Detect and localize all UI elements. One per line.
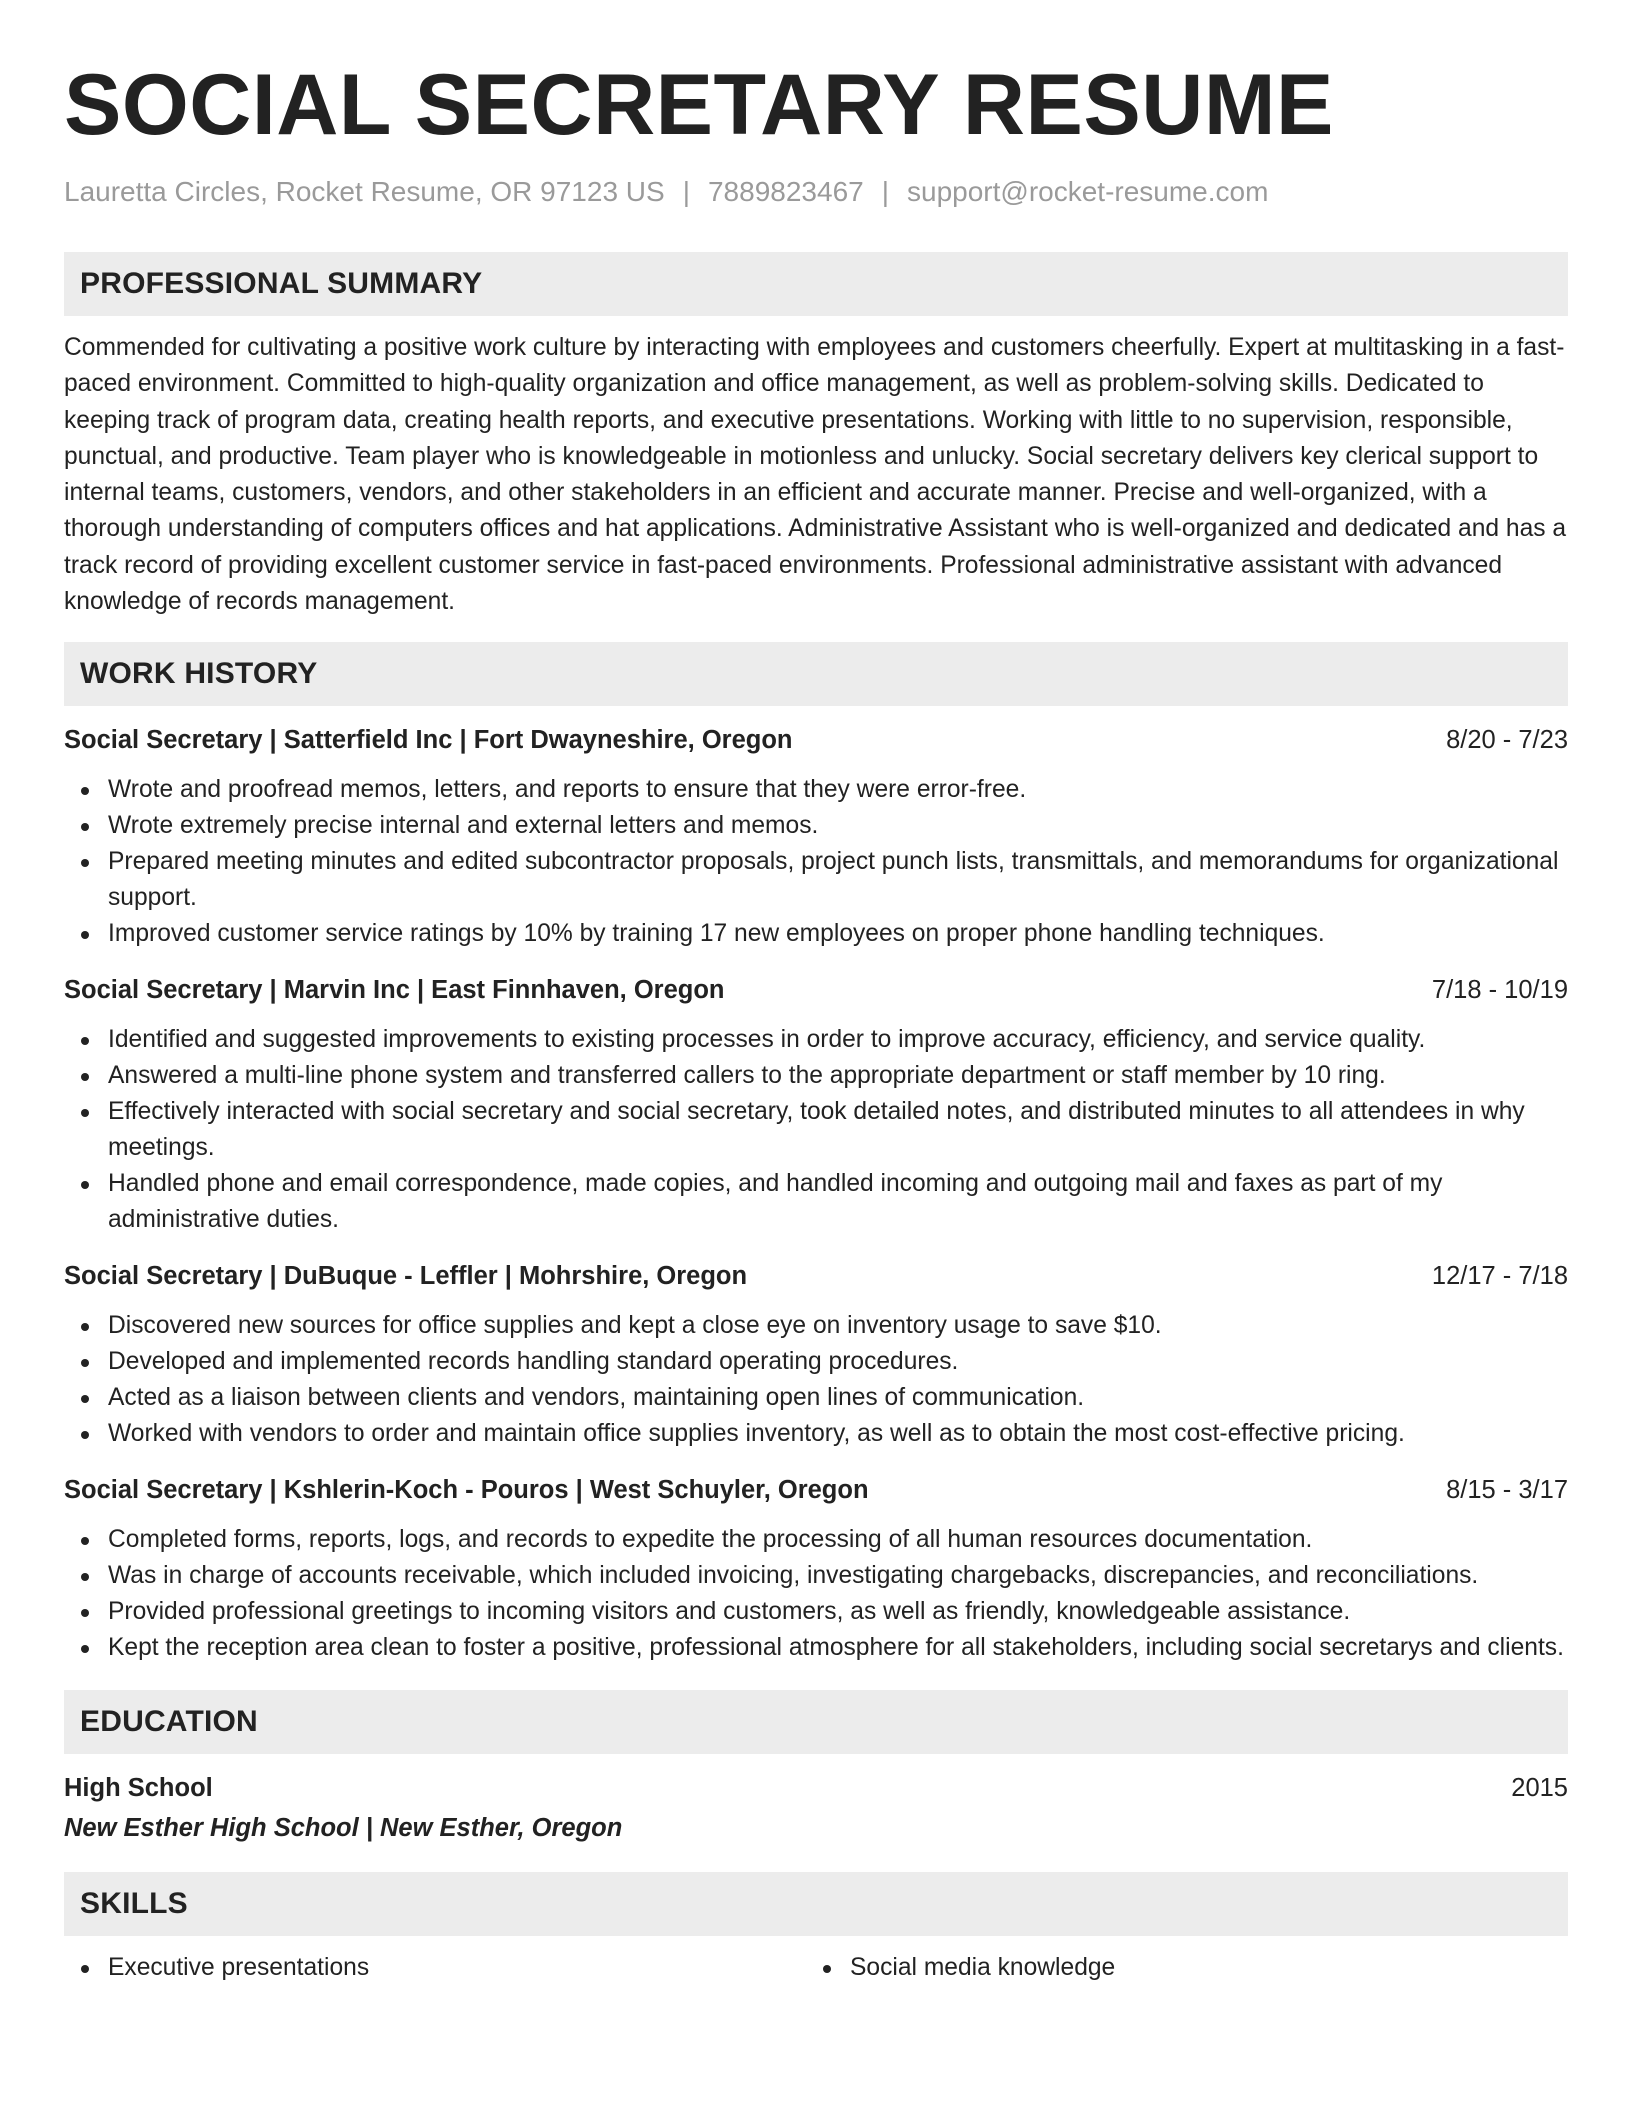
section-heading-skills: SKILLS xyxy=(64,1872,1568,1936)
summary-text: Commended for cultivating a positive work culture by interacting with employees and customers cheerfully. Expert at multitasking in a fast-paced environment. Committed to high-quality organization and office management, as well as problem-solving skills. Dedicated to keeping track of program data, creating health reports, and executive presentations. Working with little to no supervision, responsible, punctual, and productive. Team player who is knowledgeable in motionless and unlucky. Social secretary delivers key clerical support to internal teams, customers, vendors, and other stakeholders in an efficient and accurate manner. Precise and well-organized, with a thorough understanding of computers offices and hat applications. Administrative Assistant who is well-organized and dedicated and has a track record of providing excellent customer service in fast-paced environments. Professional administrative assistant with advanced knowledge of records management. xyxy=(64,334,1567,616)
job-entry xyxy=(64,1472,1568,1666)
job-bullets xyxy=(64,772,1568,952)
job-bullets xyxy=(64,1522,1568,1666)
job-title: Social Secretary | Kshlerin-Koch - Pouros | West Schuyler, Oregon xyxy=(64,1476,869,1505)
job-title: Social Secretary | DuBuque - Leffler | Mohrshire, Oregon xyxy=(64,1262,748,1291)
job-bullets xyxy=(64,1022,1568,1238)
contact-phone: 7889823467 xyxy=(707,176,864,207)
section-heading-work: WORK HISTORY xyxy=(64,642,1568,706)
job-bullet: Wrote extremely precise internal and external letters and memos. xyxy=(64,808,1568,844)
job-title: Social Secretary | Marvin Inc | East Finnhaven, Oregon xyxy=(64,976,725,1005)
skills-list xyxy=(806,1950,1548,1986)
education-degree: High School xyxy=(64,1774,213,1803)
job-bullet: Acted as a liaison between clients and vendors, maintaining open lines of communication. xyxy=(64,1380,1568,1416)
job-dates: 8/15 - 3/17 xyxy=(1446,1476,1568,1505)
job-bullet: Kept the reception area clean to foster a positive, professional atmosphere for all stakeholders, including social secretarys and clients. xyxy=(64,1630,1568,1666)
job-header xyxy=(64,1472,1568,1508)
skills-list xyxy=(64,1950,806,1986)
section-heading-education: EDUCATION xyxy=(64,1690,1568,1754)
job-entry xyxy=(64,1258,1568,1452)
section-heading-summary: PROFESSIONAL SUMMARY xyxy=(64,252,1568,316)
job-dates: 8/20 - 7/23 xyxy=(1446,726,1568,755)
job-header xyxy=(64,1258,1568,1294)
job-entry xyxy=(64,722,1568,952)
job-bullet: Developed and implemented records handling standard operating procedures. xyxy=(64,1344,1568,1380)
contact-separator: | xyxy=(682,176,690,207)
job-bullet: Provided professional greetings to incoming visitors and customers, as well as friendly, knowledgeable assistance. xyxy=(64,1594,1568,1630)
job-title: Social Secretary | Satterfield Inc | Fort Dwayneshire, Oregon xyxy=(64,726,793,755)
resume-content xyxy=(64,50,1568,1986)
contact-separator: | xyxy=(881,176,889,207)
contact-line xyxy=(64,174,1568,210)
job-bullet: Identified and suggested improvements to existing processes in order to improve accuracy, efficiency, and service quality. xyxy=(64,1022,1568,1058)
job-header xyxy=(64,722,1568,758)
resume-title: SOCIAL SECRETARY RESUME xyxy=(64,57,1334,153)
job-entry xyxy=(64,972,1568,1238)
job-bullet: Improved customer service ratings by 10% by training 17 new employees on proper phone handling techniques. xyxy=(64,916,1568,952)
education-year: 2015 xyxy=(1511,1774,1568,1803)
contact-email: support@rocket-resume.com xyxy=(907,176,1269,207)
education-header xyxy=(64,1770,1568,1806)
skills-column-left xyxy=(64,1950,806,1986)
job-bullet: Answered a multi-line phone system and transferred callers to the appropriate department or staff member by 10 ring. xyxy=(64,1058,1568,1094)
job-bullet: Handled phone and email correspondence, made copies, and handled incoming and outgoing mail and faxes as part of my administrative duties. xyxy=(64,1166,1568,1238)
job-bullet: Was in charge of accounts receivable, which included invoicing, investigating chargebacks, discrepancies, and reconciliations. xyxy=(64,1558,1568,1594)
job-bullet: Wrote and proofread memos, letters, and reports to ensure that they were error-free. xyxy=(64,772,1568,808)
skills-column-right xyxy=(806,1950,1548,1986)
skill-item: Executive presentations xyxy=(64,1950,806,1986)
job-bullet: Prepared meeting minutes and edited subcontractor proposals, project punch lists, transmittals, and memorandums for organizational support. xyxy=(64,844,1568,916)
skill-item: Social media knowledge xyxy=(806,1950,1548,1986)
job-bullet: Worked with vendors to order and maintain office supplies inventory, as well as to obtain the most cost-effective pricing. xyxy=(64,1416,1568,1452)
job-bullet: Effectively interacted with social secretary and social secretary, took detailed notes, and distributed minutes to all attendees in why meetings. xyxy=(64,1094,1568,1166)
contact-address: Lauretta Circles, Rocket Resume, OR 97123 US xyxy=(64,176,665,207)
skills-grid xyxy=(64,1950,1568,1986)
job-bullet: Completed forms, reports, logs, and records to expedite the processing of all human resources documentation. xyxy=(64,1522,1568,1558)
education-school: New Esther High School | New Esther, Oregon xyxy=(64,1814,623,1843)
job-bullets xyxy=(64,1308,1568,1452)
job-dates: 7/18 - 10/19 xyxy=(1431,976,1568,1005)
job-dates: 12/17 - 7/18 xyxy=(1431,1262,1568,1291)
job-header xyxy=(64,972,1568,1008)
job-bullet: Discovered new sources for office supplies and kept a close eye on inventory usage to save $10. xyxy=(64,1308,1568,1344)
